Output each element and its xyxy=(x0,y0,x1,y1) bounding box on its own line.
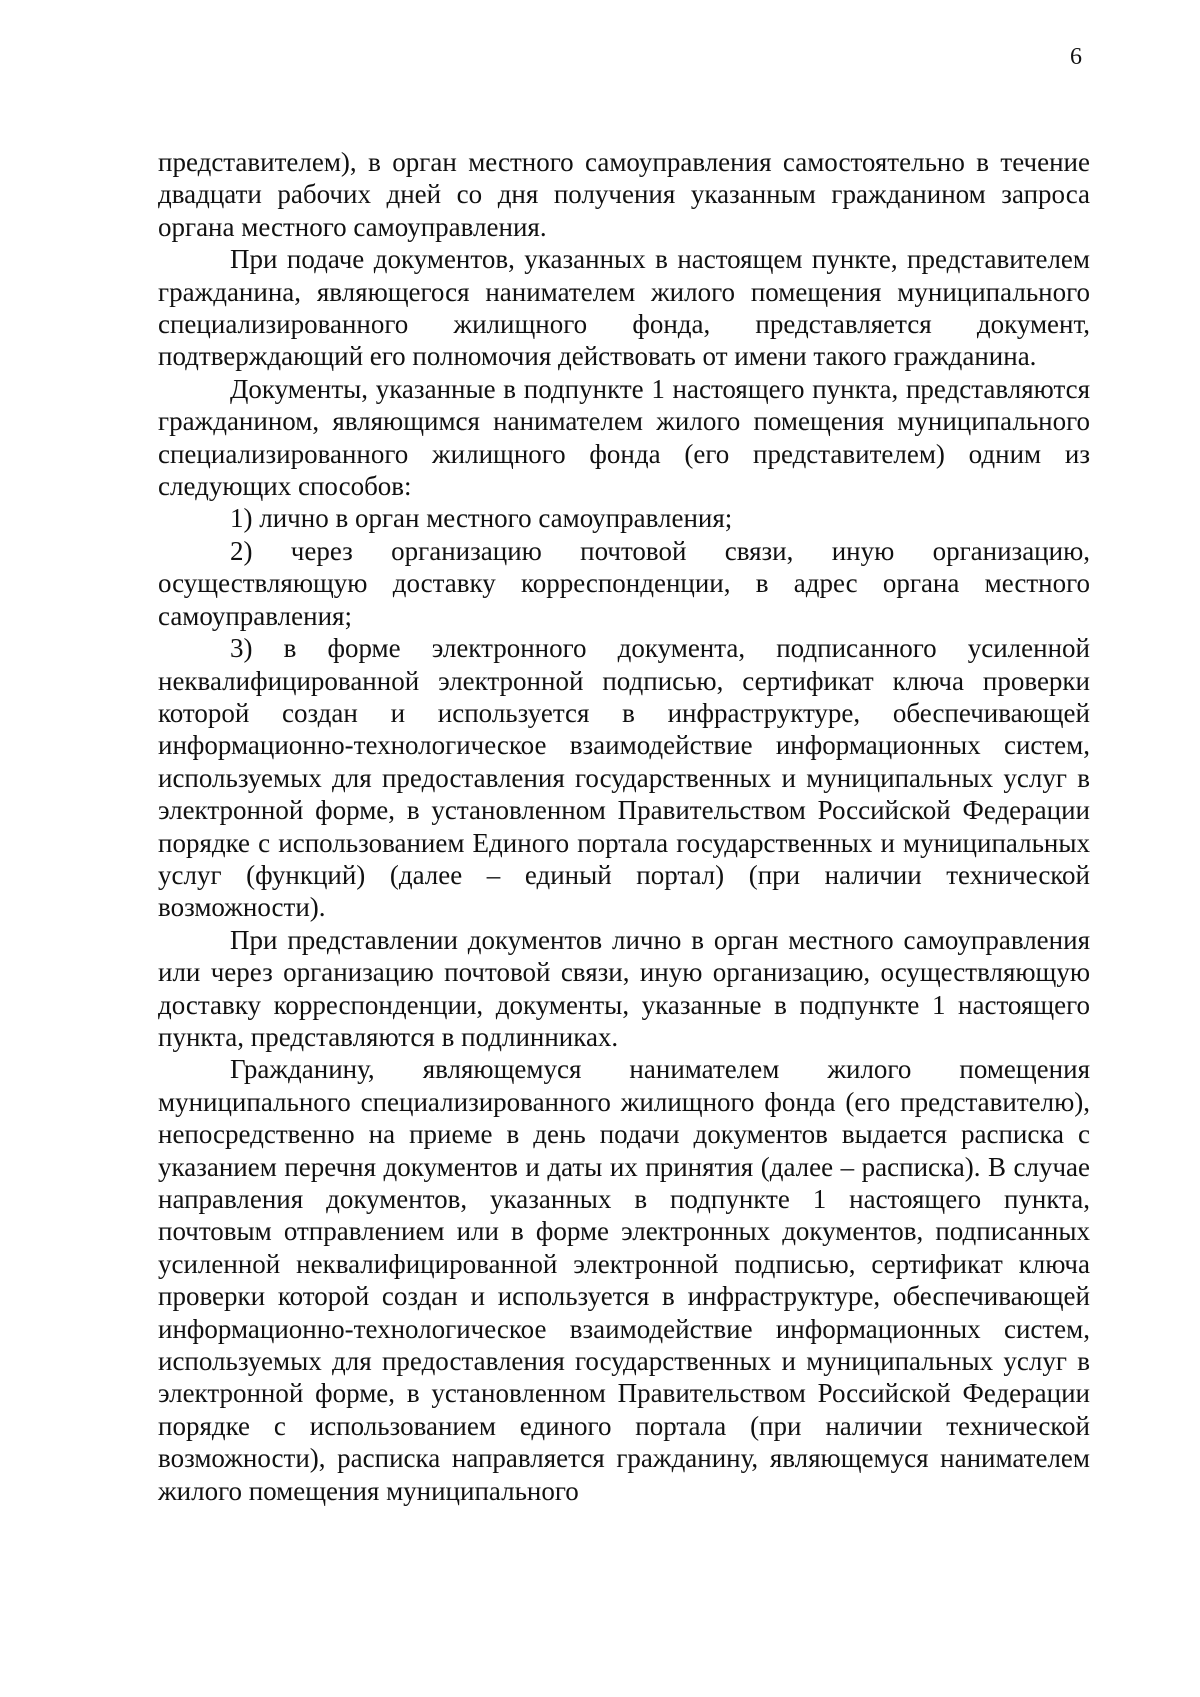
paragraph-submission-methods: Документы, указанные в подпункте 1 настоящего пункта, представляются гражданином, являющимся нанимателем жилого помещения муниципального специализированного жилищного фонда (его представителем) одним из следующих способов: xyxy=(158,373,1090,502)
paragraph-originals: При представлении документов лично в орган местного самоуправления или через организацию почтовой связи, иную организацию, осуществляющую доставку корреспонденции, документы, указанные в подпункте 1 настоящего пункта, представляются в подлинниках. xyxy=(158,924,1090,1052)
paragraph-receipt: Гражданину, являющемуся нанимателем жилого помещения муниципального специализированного жилищного фонда (его представителю), непосредственно на приеме в день подачи документов выдается расписка с указанием перечня документов и даты их принятия (далее – расписка). В случае направления документов, указанных в подпункте 1 настоящего пункта, почтовым отправлением или в форме электронных документов, подписанных усиленной неквалифицированной электронной подписью, сертификат ключа проверки которой создан и используется в инфраструктуре, обеспечивающей информационно-технологическое взаимодействие информационных систем, используемых для предоставления государственных и муниципальных услуг в электронной форме, в установленном Правительством Российской Федерации порядке с использованием единого портала (при наличии технической возможности), расписка направляется гражданину, являющемуся нанимателем жилого помещения муниципального xyxy=(158,1054,1090,1506)
paragraph-continuation: представителем), в орган местного самоуправления самостоятельно в течение двадцати рабочих дней со дня получения указанным гражданином запроса органа местного самоуправления. xyxy=(158,147,1090,242)
list-item-postal: 2) через организацию почтовой связи, иную организацию, осуществляющую доставку корреспонденции, в адрес органа местного самоуправления; xyxy=(158,535,1090,631)
paragraph-representative-documents: При подаче документов, указанных в настоящем пункте, представителем гражданина, являющегося нанимателем жилого помещения муниципального специализированного жилищного фонда, представляется документ, подтверждающий его полномочия действовать от имени такого гражданина. xyxy=(158,244,1090,372)
list-item-in-person: 1) лично в орган местного самоуправления; xyxy=(230,503,733,534)
page-number: 6 xyxy=(1070,44,1082,70)
document-body xyxy=(158,146,1090,1507)
list-item-electronic: 3) в форме электронного документа, подписанного усиленной неквалифицированной электронной подписью, сертификат ключа проверки которой создан и используется в инфраструктуре, обеспечивающей информационно-технологическое взаимодействие информационных систем, используемых для предоставления государственных и муниципальных услуг в электронной форме, в установленном Правительством Российской Федерации порядке с использованием Единого портала государственных и муниципальных услуг (функций) (далее – единый портал) (при наличии технической возможности). xyxy=(158,633,1090,923)
